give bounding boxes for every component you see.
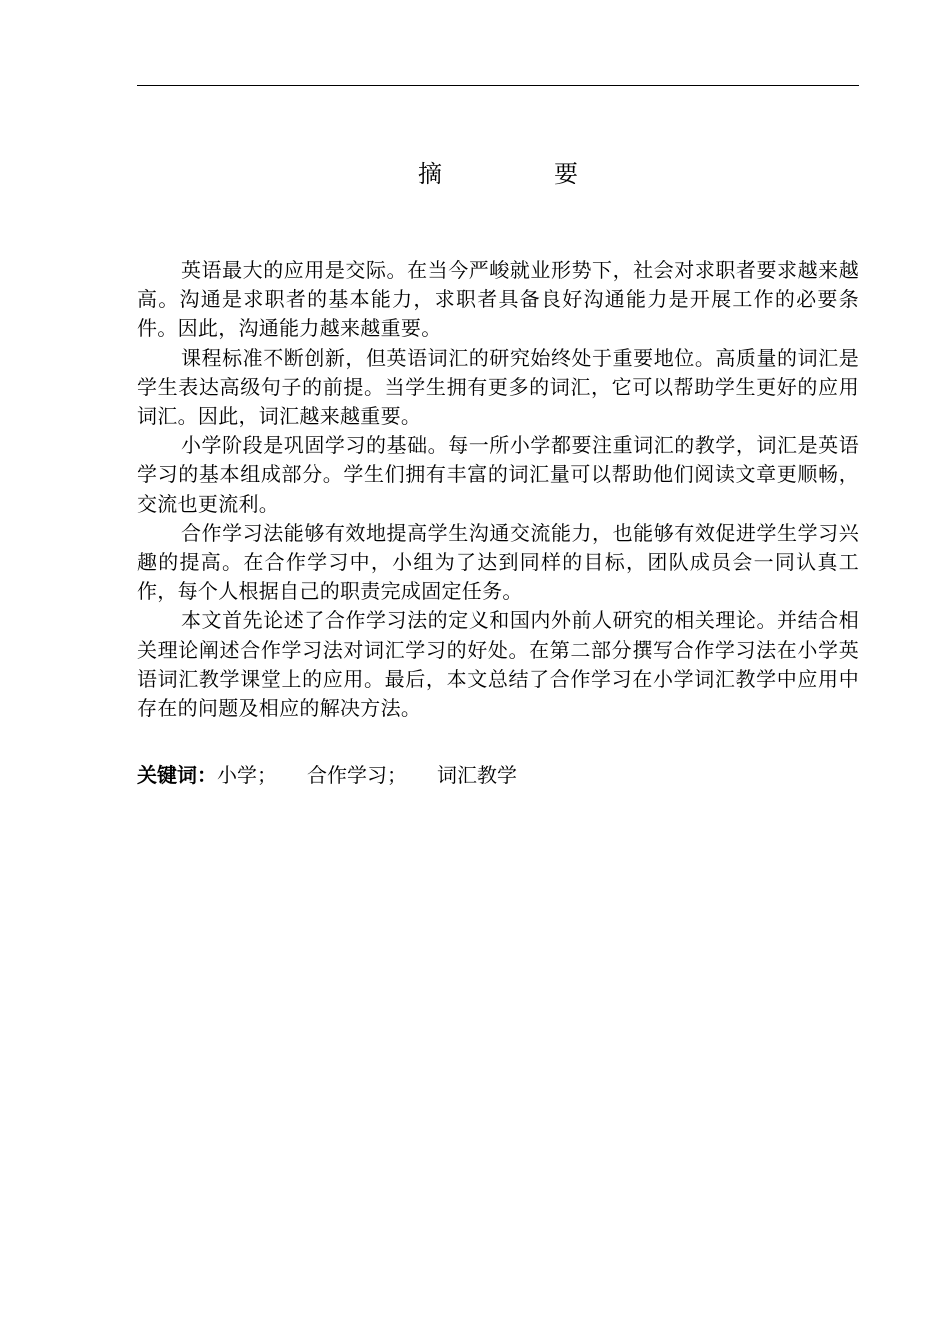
keyword-item: 小学； bbox=[217, 763, 277, 787]
abstract-paragraph: 课程标准不断创新，但英语词汇的研究始终处于重要地位。高质量的词汇是学生表达高级句子的前提。当学生拥有更多的词汇，它可以帮助学生更好的应用词汇。因此，词汇越来越重要。 bbox=[137, 345, 859, 429]
abstract-paragraph: 小学阶段是巩固学习的基础。每一所小学都要注重词汇的教学，词汇是英语学习的基本组成部分。学生们拥有丰富的词汇量可以帮助他们阅读文章更顺畅，交流也更流利。 bbox=[137, 433, 859, 516]
abstract-paragraph: 英语最大的应用是交际。在当今严峻就业形势下，社会对求职者要求越来越高。沟通是求职者的基本能力，求职者具备良好沟通能力是开展工作的必要条件。因此，沟通能力越来越重要。 bbox=[137, 258, 859, 341]
header-rule bbox=[137, 85, 859, 86]
keyword-item: 合作学习； bbox=[307, 763, 407, 787]
keywords-label: 关键词： bbox=[137, 763, 217, 787]
abstract-body bbox=[137, 256, 859, 723]
abstract-paragraph: 本文首先论述了合作学习法的定义和国内外前人研究的相关理论。并结合相关理论阐述合作学习法对词汇学习的好处。在第二部分撰写合作学习法在小学英语词汇教学课堂上的应用。最后，本文总结了合作学习在小学词汇教学中应用中存在的问题及相应的解决方法。 bbox=[137, 608, 859, 721]
keyword-item: 词汇教学 bbox=[437, 763, 517, 787]
abstract-title: 摘 要 bbox=[418, 160, 622, 188]
abstract-paragraph: 合作学习法能够有效地提高学生沟通交流能力，也能够有效促进学生学习兴趣的提高。在合作学习中，小组为了达到同样的目标，团队成员会一同认真工作，每个人根据自己的职责完成固定任务。 bbox=[137, 520, 859, 604]
keywords-line bbox=[137, 760, 859, 790]
